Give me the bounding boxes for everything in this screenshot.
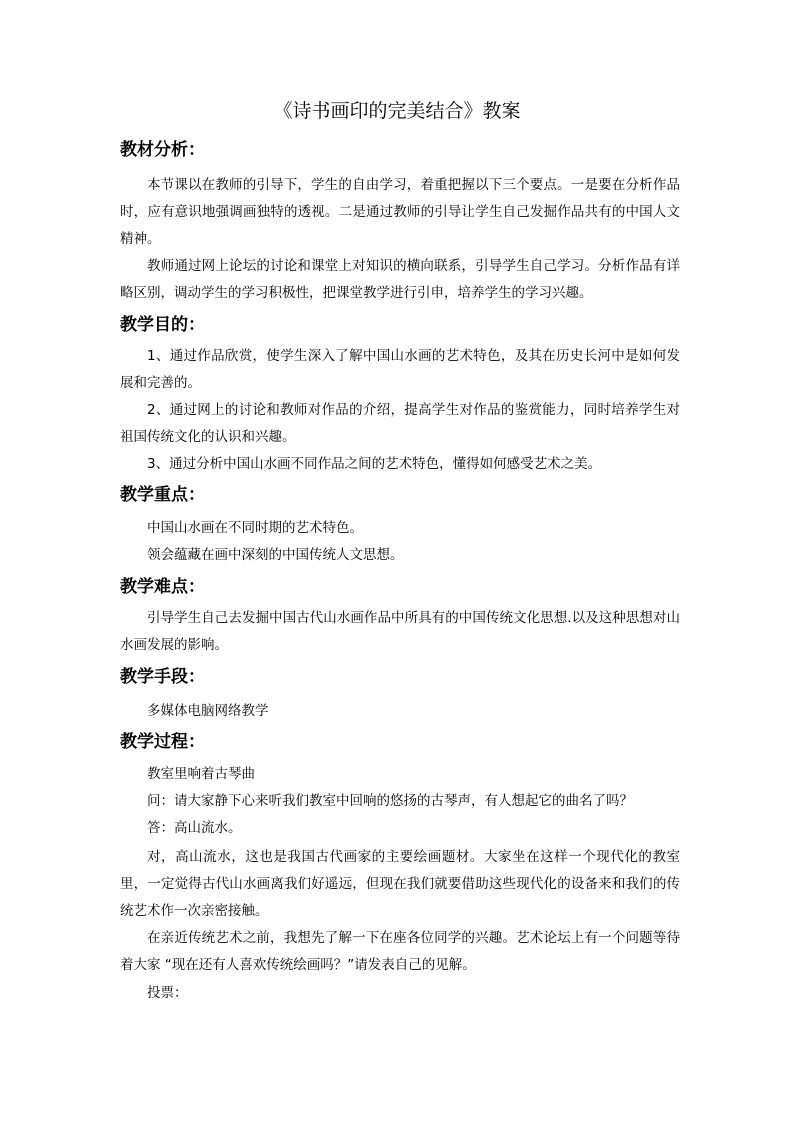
objective-item-3: 3、通过分析中国山水画不同作品之间的艺术特色，懂得如何感受艺术之美。 [147,456,602,472]
key-point-line-2: 领会蕴藏在画中深刻的中国传统人文思想。 [147,547,404,563]
objective-item-1: 1、通过作品欣赏，使学生深入了解中国山水画的艺术特色，及其在历史长河中是如何发展和完善的。 [120,348,680,391]
objective-item-2: 2、通过网上的讨论和教师对作品的介绍，提高学生对作品的鉴赏能力，同时培养学生对祖国传统文化的认识和兴趣。 [120,402,680,445]
key-point-line-1: 中国山水画在不同时期的艺术特色。 [147,520,363,536]
section-heading-process: 教学过程： [120,732,205,752]
difficulty-paragraph: 引导学生自己去发掘中国古代山水画作品中所具有的中国传统文化思想.以及这种思想对山水画发展的影响。 [120,610,680,653]
means-line: 多媒体电脑网络教学 [147,703,269,719]
document-title: 《诗书画印的完美结合》教案 [273,100,521,122]
analysis-paragraph-2: 教师通过网上论坛的讨论和课堂上对知识的横向联系，引导学生自己学习。分析作品有详略区别，调动学生的学习积极性，把课堂教学进行引申，培养学生的学习兴趣。 [120,258,680,301]
process-vote-line: 投票： [147,985,188,1001]
process-paragraph-1: 对，高山流水，这也是我国古代画家的主要绘画题材。大家坐在这样一个现代化的教室里，一定觉得古代山水画离我们好遥远，但现在我们就要借助这些现代化的设备来和我们的传统艺术作一次亲密接触。 [120,849,680,919]
analysis-paragraph-1: 本节课以在教师的引导下，学生的自由学习，着重把握以下三个要点。一是要在分析作品时，应有意识地强调画独特的透视。二是通过教师的引导让学生自己发掘作品共有的中国人文精神。 [120,177,680,247]
section-heading-key-points: 教学重点： [120,485,205,505]
process-question-line: 问：请大家静下心来听我们教室中回响的悠扬的古琴声，有人想起它的曲名了吗？ [147,793,633,809]
process-line-1: 教室里响着古琴曲 [147,766,255,782]
process-paragraph-2: 在亲近传统艺术之前，我想先了解一下在座各位同学的兴趣。艺术论坛上有一个问题等待着大家 “现在还有人喜欢传统绘画吗？”请发表自己的见解。 [120,930,680,973]
section-heading-objectives: 教学目的： [120,315,205,335]
section-heading-analysis: 教材分析： [120,140,205,160]
section-heading-means: 教学手段： [120,667,205,687]
section-heading-difficulties: 教学难点： [120,577,205,597]
process-answer-line: 答：高山流水。 [147,820,242,836]
